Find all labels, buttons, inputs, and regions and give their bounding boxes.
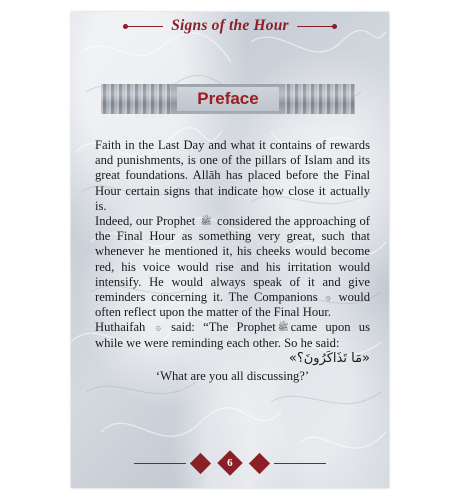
salutation-symbol: ﷺ bbox=[200, 216, 212, 227]
huthaifah-symbol: ۞ bbox=[155, 322, 161, 333]
footer-rule-left bbox=[134, 463, 186, 464]
paragraph-2 bbox=[95, 214, 370, 320]
paragraph-3-part-a: Huthaifah bbox=[95, 320, 146, 335]
arabic-quote: «مَا تَذَاكَرُونَ؟» bbox=[288, 350, 370, 366]
companions-symbol: ۞ bbox=[325, 292, 331, 303]
section-banner bbox=[101, 84, 355, 114]
header-rule-right bbox=[297, 26, 337, 27]
footer-rule-right bbox=[274, 463, 326, 464]
paragraph-1: Faith in the Last Day and what it contains of rewards and punishments, is one of the pillars of Islam and its great foundations. Allāh has placed before the Final Hour certain signs that indicate how close it actually is. bbox=[95, 138, 370, 213]
running-header bbox=[71, 14, 389, 38]
english-quote: ‘What are you all discussing?’ bbox=[155, 369, 310, 384]
paragraph-2-part-b: considered the approaching of the Final Hour as something very great, such that whenever he mentioned it, his cheeks would become red, his voice would rise and his irritation would intensify. He would always speak of it and give reminders concerning it. The Companions bbox=[95, 214, 370, 305]
paragraph-3-part-b: said: “The Prophet bbox=[171, 320, 276, 335]
page-footer bbox=[71, 452, 389, 474]
header-rule-left bbox=[123, 26, 163, 27]
body-text bbox=[95, 138, 370, 384]
book-page bbox=[71, 12, 389, 488]
section-title: Preface bbox=[177, 87, 278, 111]
paragraph-2-part-c: would often reflect upon the matter of the Final Hour. bbox=[95, 290, 370, 320]
page-number: 6 bbox=[227, 457, 233, 469]
paragraph-2-part-a: Indeed, our Prophet bbox=[95, 214, 196, 229]
page-number-diamond bbox=[217, 450, 242, 475]
running-header-title: Signs of the Hour bbox=[171, 17, 289, 34]
diamond-ornament-right bbox=[249, 452, 270, 473]
paragraph-3 bbox=[95, 320, 370, 350]
paragraph-3-part-c: came upon us while we were reminding each other. So he said: bbox=[95, 320, 370, 350]
diamond-ornament-left bbox=[190, 452, 211, 473]
salutation-symbol-2: ﷺ bbox=[277, 322, 289, 333]
